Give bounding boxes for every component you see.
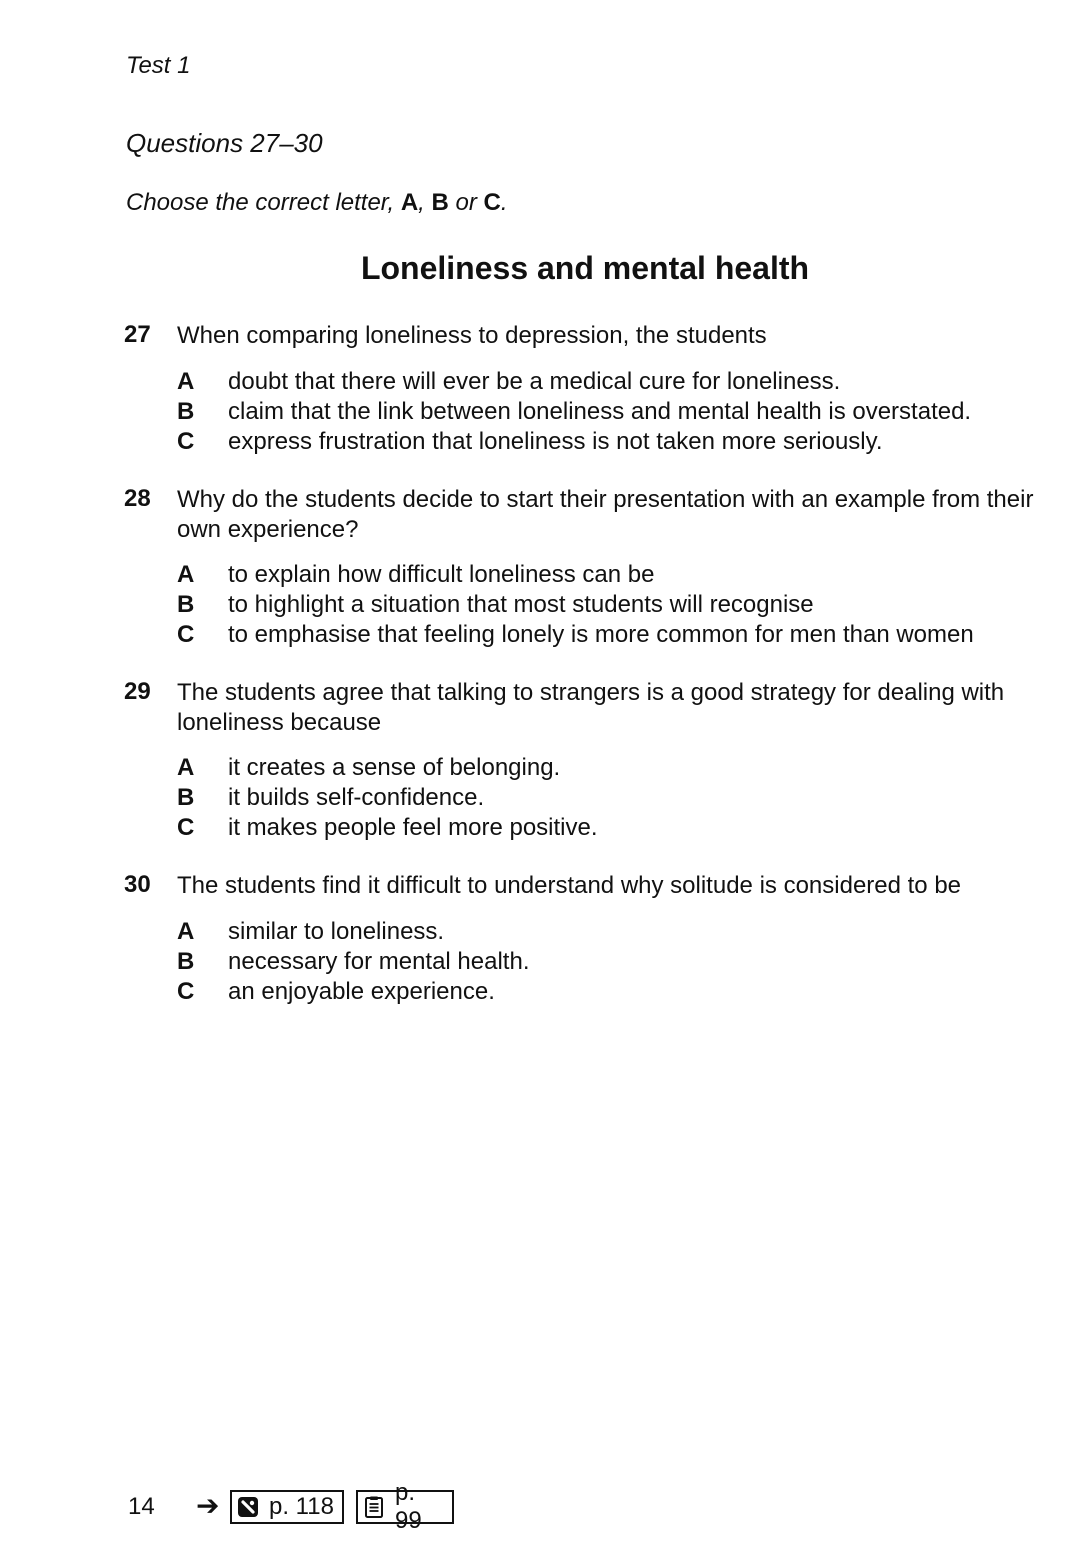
option-letter: B [177, 398, 195, 425]
instruction-suffix: . [500, 189, 508, 216]
option-letter: C [177, 428, 195, 455]
answer-options [177, 367, 1037, 457]
option-text: necessary for mental health. [228, 948, 530, 975]
option-b[interactable] [177, 590, 1037, 620]
question-number: 30 [124, 871, 151, 898]
option-text: to explain how difficult loneliness can be [228, 561, 655, 588]
instruction-text [126, 189, 508, 217]
audio-script-reference[interactable] [230, 1490, 344, 1524]
audio-script-icon [237, 1496, 259, 1518]
question-number: 28 [124, 485, 151, 512]
answer-options [177, 560, 1037, 650]
answer-key-reference[interactable] [356, 1479, 454, 1534]
option-letter: C [177, 814, 195, 841]
option-text: it creates a sense of belonging. [228, 754, 561, 781]
option-letter: C [177, 621, 195, 648]
question-stem: The students find it difficult to understand why solitude is considered to be [177, 872, 962, 899]
option-text: an enjoyable experience. [228, 978, 495, 1005]
option-text: express frustration that loneliness is not taken more seriously. [228, 428, 883, 455]
option-b[interactable] [177, 783, 1037, 813]
option-text: doubt that there will ever be a medical cure for loneliness. [228, 368, 841, 395]
question-number: 27 [124, 321, 151, 348]
question-number: 29 [124, 678, 151, 705]
option-a[interactable] [177, 917, 1037, 947]
page-number: 14 [128, 1493, 155, 1520]
option-text: to emphasise that feeling lonely is more common for men than women [228, 621, 974, 648]
option-c[interactable] [177, 813, 1037, 843]
instruction-separator: , [418, 189, 432, 216]
option-letter: C [177, 978, 195, 1005]
option-text: claim that the link between loneliness and mental health is overstated. [228, 398, 972, 425]
answer-key-icon [363, 1496, 385, 1518]
arrow-right-icon: ➔ [196, 1490, 220, 1521]
question-stem: Why do the students decide to start their presentation with an example from their own experience? [177, 486, 1034, 543]
answer-options [177, 917, 1037, 1007]
instruction-or: or [448, 189, 484, 216]
answer-options [177, 753, 1037, 843]
option-letter: A [177, 561, 195, 588]
questions-heading: Questions 27–30 [126, 128, 323, 158]
option-letter: B [177, 948, 195, 975]
instruction-letter-b: B [431, 189, 449, 216]
option-text: it builds self-confidence. [228, 784, 485, 811]
option-text: it makes people feel more positive. [228, 814, 598, 841]
instruction-letter-a: A [400, 189, 419, 216]
option-text: to highlight a situation that most students will recognise [228, 591, 814, 618]
option-letter: A [177, 754, 195, 781]
option-letter: B [177, 784, 195, 811]
audio-script-page: p. 118 [269, 1493, 334, 1520]
answer-key-page: p. 99 [395, 1479, 422, 1534]
option-letter: A [177, 368, 195, 395]
option-c[interactable] [177, 977, 1037, 1007]
instruction-letter-c: C [483, 189, 501, 216]
option-a[interactable] [177, 367, 1037, 397]
option-a[interactable] [177, 753, 1037, 783]
option-b[interactable] [177, 947, 1037, 977]
option-c[interactable] [177, 427, 1037, 457]
option-letter: A [177, 918, 195, 945]
question-stem: The students agree that talking to strangers is a good strategy for dealing with loneliness because [177, 679, 1005, 736]
option-letter: B [177, 591, 195, 618]
instruction-prefix: Choose the correct letter, [126, 189, 401, 216]
option-a[interactable] [177, 560, 1037, 590]
test-label: Test 1 [126, 52, 191, 79]
option-text: similar to loneliness. [228, 918, 445, 945]
section-title: Loneliness and mental health [360, 250, 810, 286]
option-c[interactable] [177, 620, 1037, 650]
question-stem: When comparing loneliness to depression, the students [177, 322, 767, 349]
option-b[interactable] [177, 397, 1037, 427]
